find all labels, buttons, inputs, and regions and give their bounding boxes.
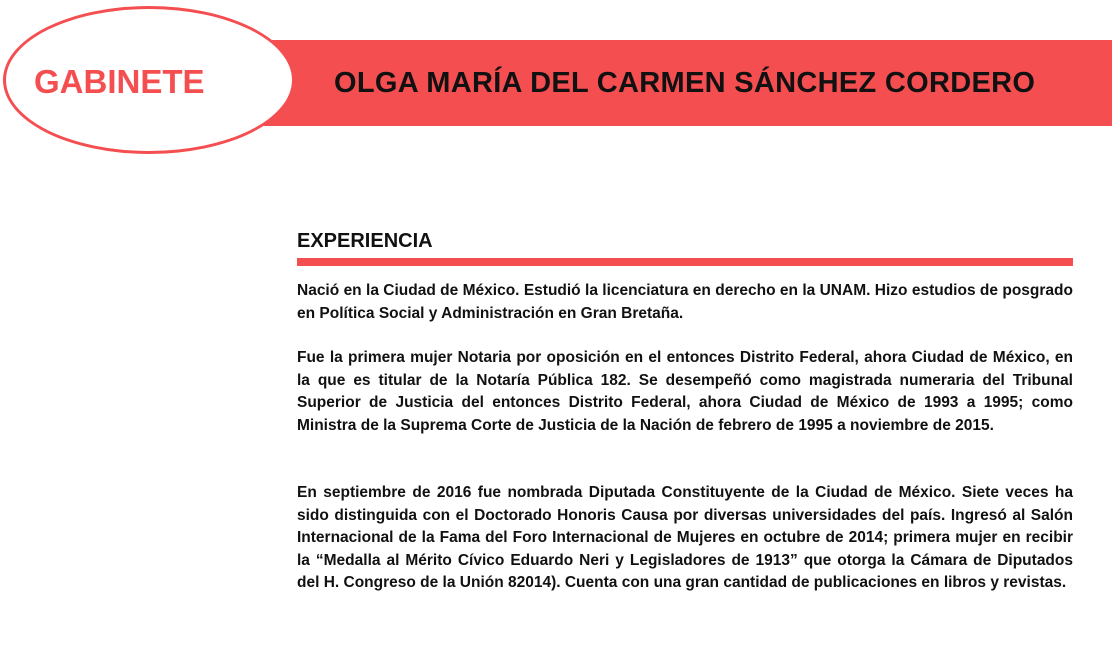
experience-paragraph-1: Nació en la Ciudad de México. Estudió la licenciatura en derecho en la UNAM. Hizo estudios de posgrado en Política Social y Administración en Gran Bretaña. [297, 282, 1073, 322]
experience-heading: EXPERIENCIA [297, 230, 433, 252]
experience-paragraph-2: Fue la primera mujer Notaria por oposición en el entonces Distrito Federal, ahora Ciudad de México, en la que es titular de la Notaría Pública 182. Se desempeñó como magistrada numeraria del Tribunal Superior de Justicia del entonces Distrito Federal, ahora Ciudad de México de 1993 a 1995; como Ministra de la Suprema Corte de Justicia de la Nación de febrero de 1995 a noviembre de 2015. [297, 349, 1073, 434]
heading-divider [297, 258, 1073, 266]
person-name: OLGA MARÍA DEL CARMEN SÁNCHEZ CORDERO [334, 67, 1036, 99]
section-label: GABINETE [34, 63, 205, 100]
experience-paragraph-3: En septiembre de 2016 fue nombrada Diputada Constituyente de la Ciudad de México. Siete veces ha sido distinguida con el Doctorado Honoris Causa por diversas universidades del país. Ingresó al Salón Internacional de la Fama del Foro Internacional de Mujeres en octubre de 2014; primera mujer en recibir la “Medalla al Mérito Cívico Eduardo Neri y Legisladores de 1913” que otorga la Cámara de Diputados del H. Congreso de la Unión 82014). Cuenta con una gran cantidad de publicaciones en libros y revistas. [297, 484, 1073, 591]
